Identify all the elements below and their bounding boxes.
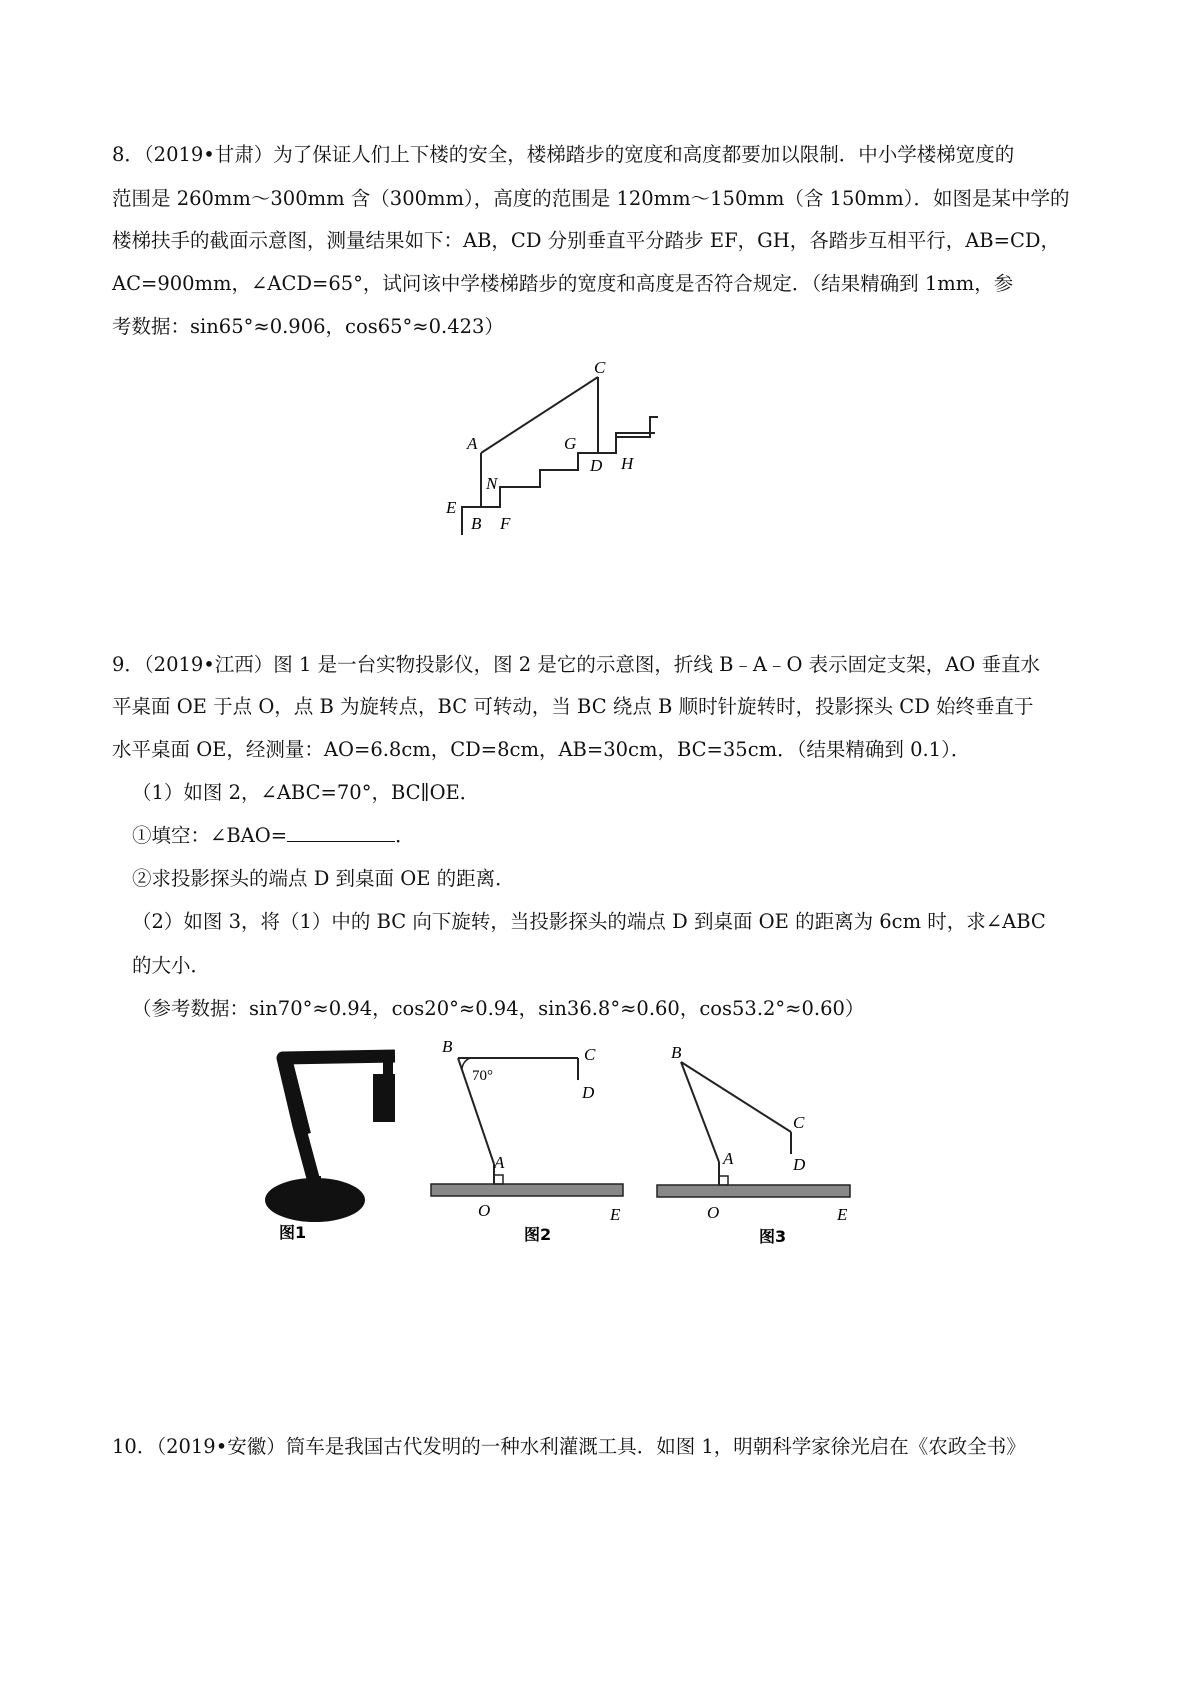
q9-part2-line-1: （2）如图 3，将（1）中的 BC 向下旋转，当投影探头的端点 D 到桌面 OE 的距离为 6cm 时，求∠ABC (132, 910, 1046, 933)
q8-line-3: 楼梯扶手的截面示意图，测量结果如下：AB，CD 分别垂直平分踏步 EF，GH，各踏步互相平行，AB=CD， (112, 229, 1061, 252)
projector-photo (255, 1038, 425, 1248)
q9-line-1: 9．（2019•江西）图 1 是一台实物投影仪，图 2 是它的示意图，折线 B﹣A﹣O 表示固定支架，AO 垂直水 (112, 653, 1040, 676)
fig3-label-b: B (671, 1043, 682, 1062)
stair-figure (440, 355, 680, 545)
q9-fill-label: ①填空：∠BAO= (132, 824, 288, 847)
q9-line-2: 平桌面 OE 于点 O，点 B 为旋转点，BC 可转动，当 BC 绕点 B 顺时针旋转时，投影探头 CD 始终垂直于 (112, 695, 1034, 718)
fig1-caption: 图1 (279, 1223, 307, 1242)
q9-line-3: 水平桌面 OE，经测量：AO=6.8cm，CD=8cm，AB=30cm，BC=35cm．（结果精确到 0.1）． (112, 738, 971, 761)
q9-part1: （1）如图 2，∠ABC=70°，BC∥OE． (132, 781, 480, 804)
figure-2 (428, 1038, 628, 1248)
q8-line-4: AC=900mm，∠ACD=65°，试问该中学楼梯踏步的宽度和高度是否符合规定．（结果精确到 1mm，参 (112, 272, 1014, 295)
answer-blank[interactable] (287, 821, 395, 842)
fig2-label-c: C (584, 1045, 596, 1064)
fig2-label-d: D (582, 1083, 595, 1102)
label-f: F (500, 514, 511, 533)
q8-line-5: 考数据：sin65°≈0.906，cos65°≈0.423） (112, 315, 504, 338)
label-b: B (471, 514, 482, 533)
q9-fill-line (132, 821, 1122, 851)
q9-reference: （参考数据：sin70°≈0.94，cos20°≈0.94，sin36.8°≈0.60，cos53.2°≈0.60） (132, 997, 865, 1020)
fig2-label-a: A (494, 1153, 505, 1172)
fig2-angle: 70° (472, 1068, 493, 1084)
q8-line-2: 范围是 260mm～300mm 含（300mm），高度的范围是 120mm～150mm（含 150mm）．如图是某中学的 (112, 187, 1070, 210)
fig3-label-c: C (793, 1113, 805, 1132)
fig2-label-o: O (478, 1201, 491, 1220)
q9-sub2: ②求投影探头的端点 D 到桌面 OE 的距离． (132, 867, 515, 890)
fig3-label-o: O (707, 1203, 720, 1222)
q9-part2-line-2: 的大小． (132, 954, 211, 977)
q9-fill-end: ． (395, 824, 415, 847)
q10-line-1: 10．（2019•安徽）筒车是我国古代发明的一种水利灌溉工具．如图 1，明朝科学家徐光启在《农政全书》 (112, 1435, 1026, 1458)
label-c: C (594, 358, 606, 377)
fig3-caption: 图3 (759, 1227, 787, 1246)
fig3-label-a: A (723, 1149, 734, 1168)
label-g: G (564, 434, 577, 453)
label-d: D (590, 456, 603, 475)
label-a: A (467, 434, 478, 453)
fig2-label-e: E (610, 1205, 621, 1224)
figure-3 (655, 1040, 855, 1250)
label-n: N (486, 474, 498, 493)
fig3-label-d: D (793, 1155, 806, 1174)
fig3-label-e: E (837, 1205, 848, 1224)
label-h: H (621, 454, 634, 473)
q8-line-1: 8．（2019•甘肃）为了保证人们上下楼的安全，楼梯踏步的宽度和高度都要加以限制．中小学楼梯宽度的 (112, 143, 1015, 166)
fig2-caption: 图2 (524, 1225, 552, 1244)
fig2-label-b: B (442, 1038, 453, 1056)
label-e: E (446, 498, 457, 517)
